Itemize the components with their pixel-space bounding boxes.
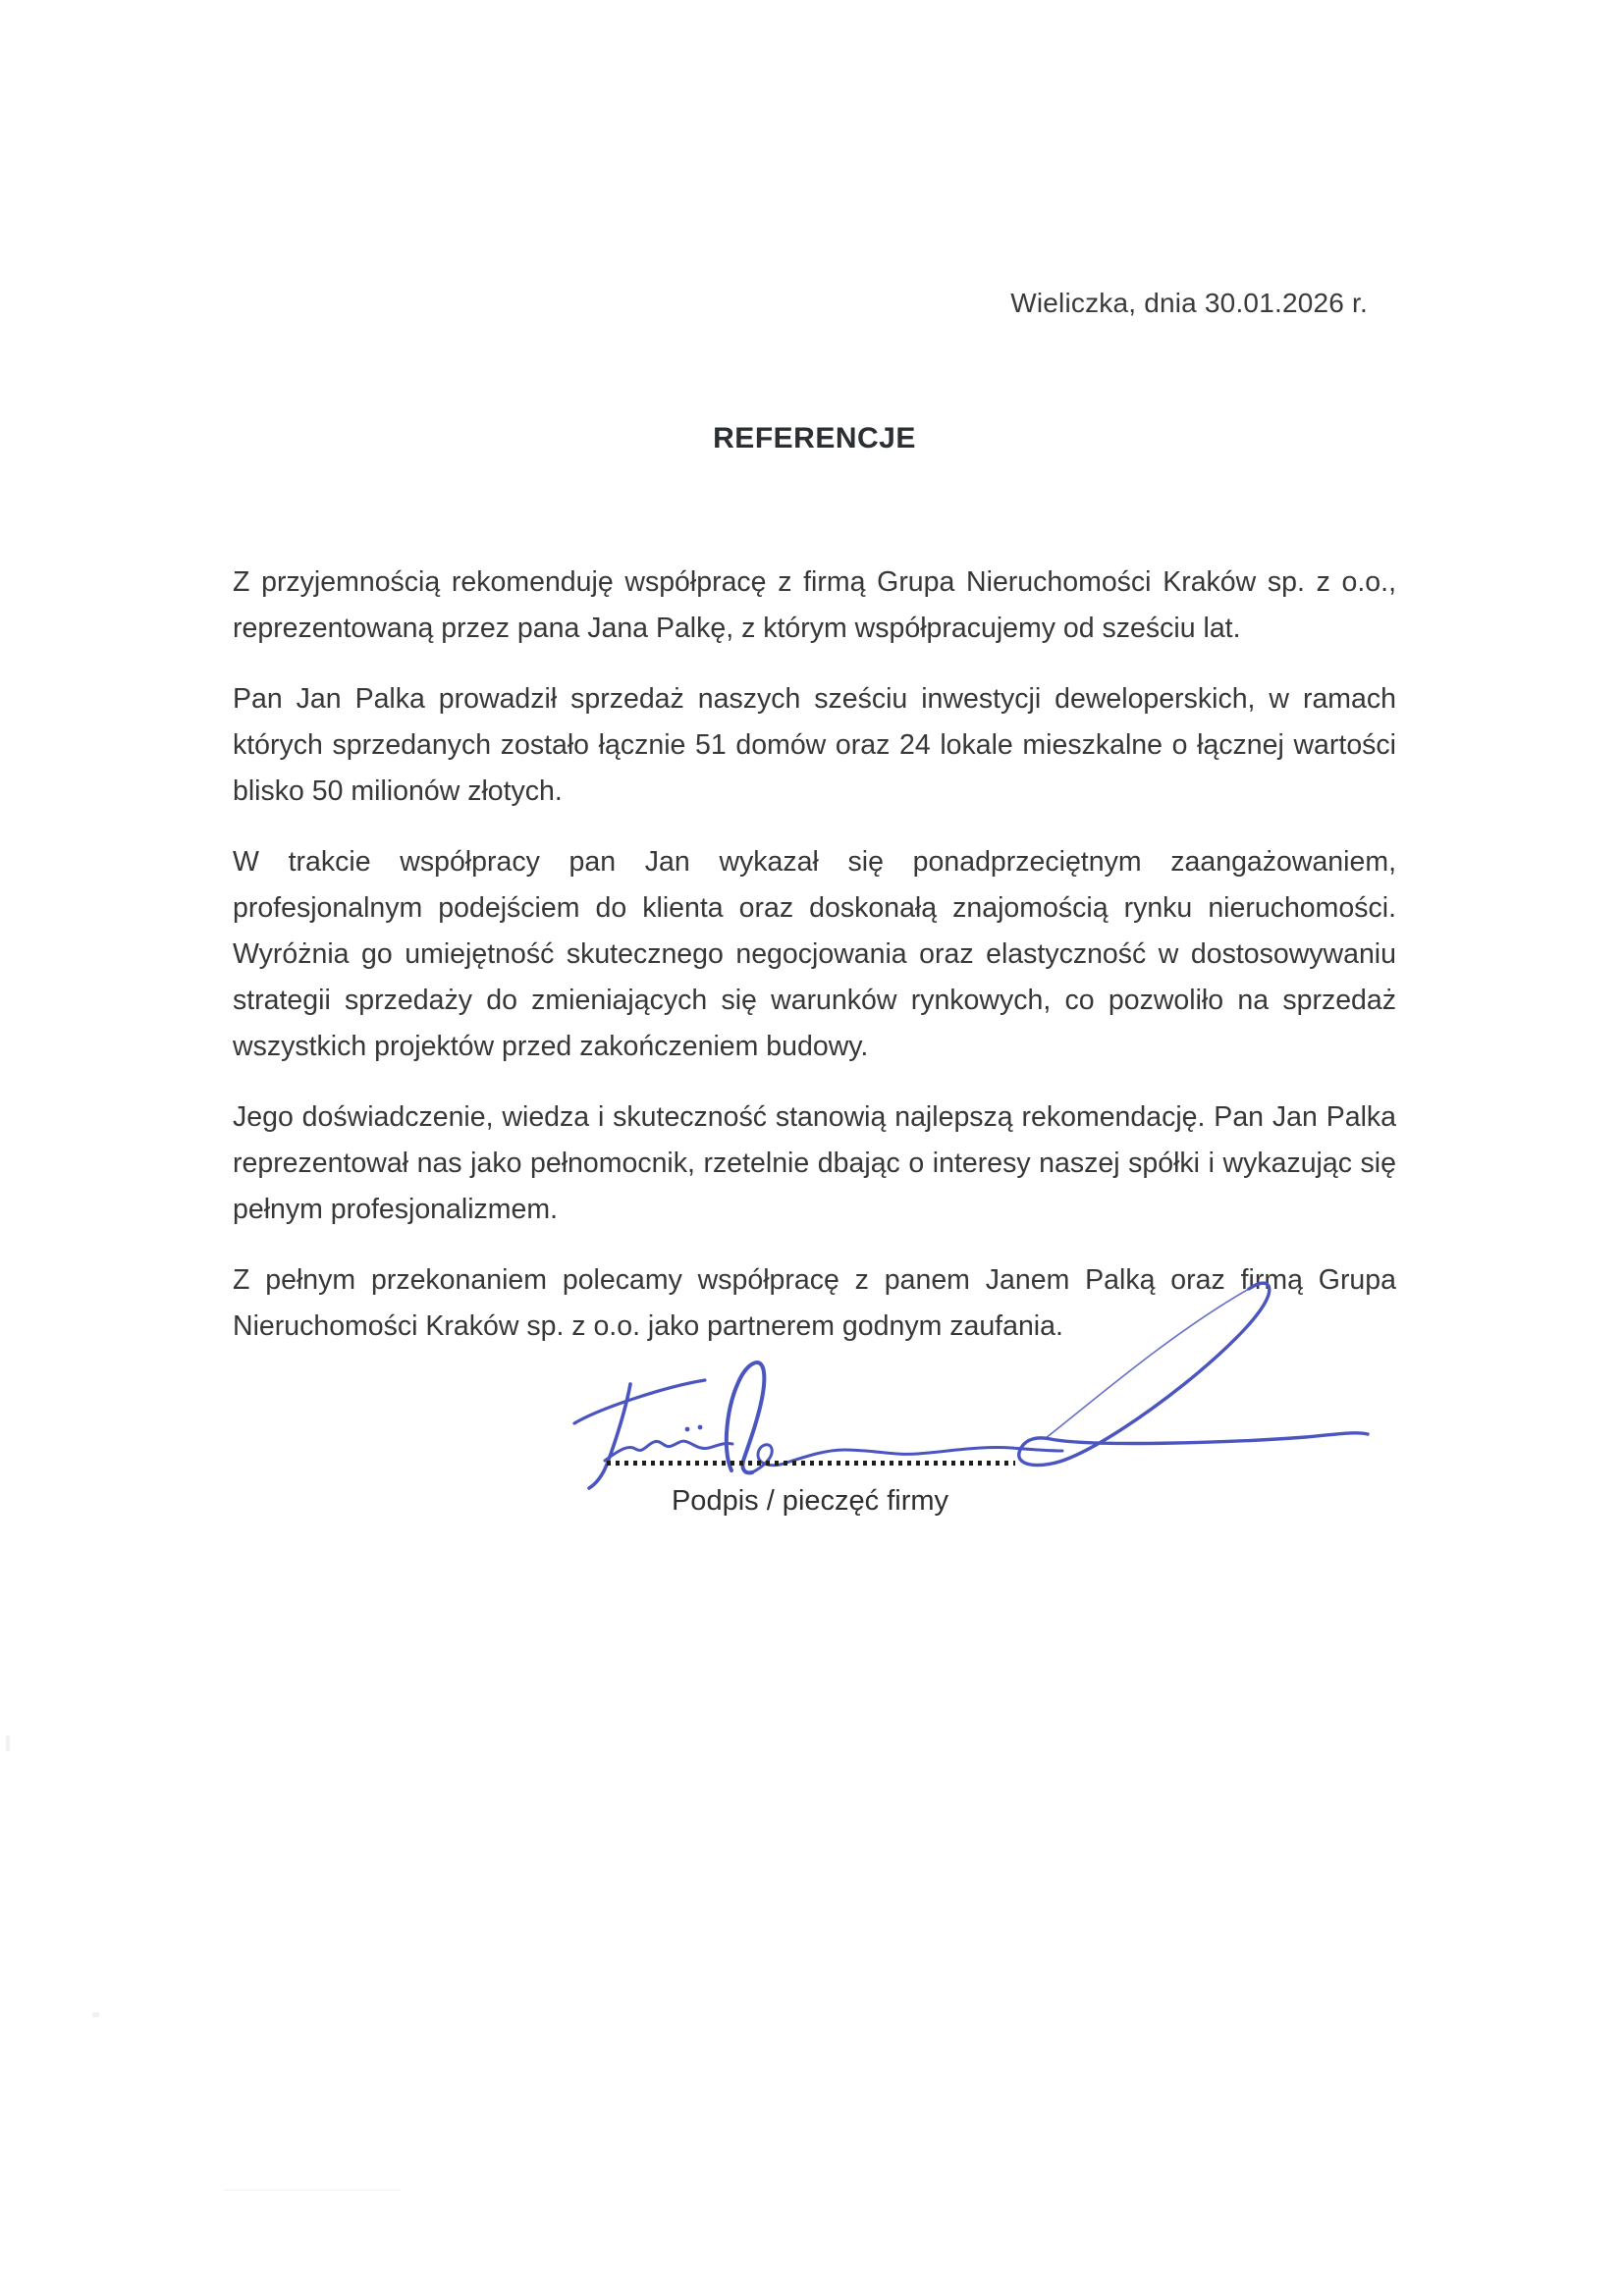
scan-artifact bbox=[92, 2012, 99, 2017]
page-title: REFERENCJE bbox=[713, 422, 916, 454]
letter-paragraph: Pan Jan Palka prowadził sprzedaż naszych sześciu inwestycji deweloperskich, w ramach których sprzedanych zostało łącznie 51 domów oraz 24 lokale mieszkalne o łącznej wartości blisko 50 milionów złotych. bbox=[233, 683, 1396, 807]
date-line: Wieliczka, dnia 30.01.2026 r. bbox=[1010, 288, 1368, 318]
letter-paragraph: W trakcie współpracy pan Jan wykazał się ponadprzeciętnym zaangażowaniem, profesjonalnym podejściem do klienta oraz doskonałą znajomością rynku nieruchomości. Wyróżnia go umiejętność skutecznego negocjowania oraz elastyczność w dostosowywaniu strategii sprzedaży do zmieniających się warunków rynkowych, co pozwoliło na sprzedaż wszystkich projektów przed zakończeniem budowy. bbox=[233, 846, 1396, 1062]
letter-paragraph: Z przyjemnością rekomenduję współpracę z firmą Grupa Nieruchomości Kraków sp. z o.o., reprezentowaną przez pana Jana Palkę, z którym współpracujemy od sześciu lat. bbox=[233, 566, 1396, 644]
scan-artifact bbox=[224, 2189, 401, 2191]
letter-paragraph: Jego doświadczenie, wiedza i skuteczność stanowią najlepszą rekomendację. Pan Jan Palka reprezentował nas jako pełnomocnik, rzetelnie dbając o interesy naszej spółki i wykazując się pełnym profesjonalizmem. bbox=[233, 1101, 1396, 1225]
letter-body bbox=[233, 560, 1396, 1374]
letter-paragraph: Z pełnym przekonaniem polecamy współpracę z panem Janem Palką oraz firmą Grupa Nieruchomości Kraków sp. z o.o. jako partnerem godnym zaufania. bbox=[233, 1264, 1396, 1342]
signature-caption: Podpis / pieczęć firmy bbox=[671, 1485, 949, 1517]
scan-artifact bbox=[6, 1735, 10, 1751]
signature-dotted-line bbox=[607, 1461, 1015, 1466]
